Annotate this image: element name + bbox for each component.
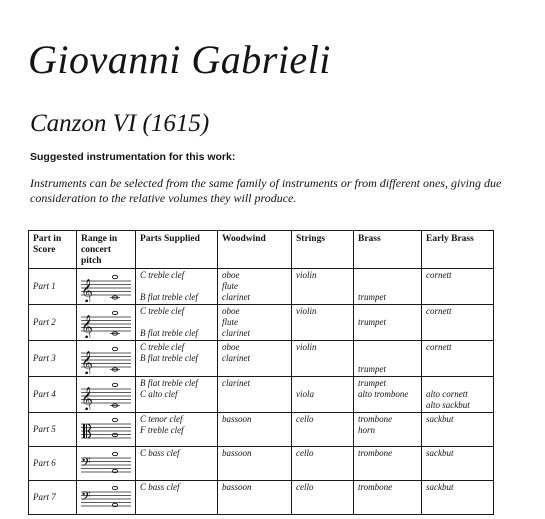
svg-text:𝄞: 𝄞	[81, 277, 93, 302]
parts-cell	[136, 305, 218, 341]
brass-entry: trumpet	[358, 292, 386, 302]
header-woodwind: Woodwind	[218, 231, 292, 269]
parts-entry: B flat treble clef	[140, 292, 198, 302]
brass-cell	[354, 447, 422, 481]
woodwind-entry: flute	[222, 317, 238, 327]
header-early-brass: Early Brass	[422, 231, 494, 269]
woodwind-cell	[218, 341, 292, 377]
strings-cell	[292, 447, 354, 481]
treble-clef-staff-icon	[77, 308, 135, 338]
parts-cell	[136, 341, 218, 377]
woodwind-entry: clarinet	[222, 353, 250, 363]
svg-text:𝄢: 𝄢	[81, 454, 91, 473]
svg-text:𝄞: 𝄞	[81, 349, 93, 374]
svg-text:𝄢: 𝄢	[81, 488, 91, 507]
parts-entry: B flat treble clef	[140, 378, 198, 388]
parts-entry	[140, 317, 213, 328]
woodwind-entry: oboe	[222, 342, 240, 352]
intro-text: Instruments can be selected from the same family of instruments or from different ones, giving due consideration to the relative volumes they will produce.	[30, 176, 502, 205]
strings-cell	[292, 269, 354, 305]
woodwind-cell	[218, 377, 292, 413]
parts-cell	[136, 481, 218, 515]
brass-entry: trombone	[358, 414, 393, 424]
early-entry	[426, 378, 489, 389]
header-parts-supplied: Parts Supplied	[136, 231, 218, 269]
woodwind-entry: bassoon	[222, 414, 252, 424]
woodwind-cell	[218, 305, 292, 341]
svg-text:𝄞: 𝄞	[81, 385, 93, 410]
part-label: Part 5	[29, 413, 77, 447]
part-label: Part 3	[29, 341, 77, 377]
table-row	[29, 269, 494, 305]
brass-entry: trumpet	[358, 378, 386, 388]
woodwind-cell	[218, 269, 292, 305]
table-row	[29, 305, 494, 341]
parts-entry: C alto clef	[140, 389, 178, 399]
woodwind-cell	[218, 413, 292, 447]
range-cell	[77, 269, 136, 305]
parts-entry: F treble clef	[140, 425, 184, 435]
part-label: Part 4	[29, 377, 77, 413]
parts-cell	[136, 447, 218, 481]
woodwind-entry: flute	[222, 281, 238, 291]
header-part-in-score: Part in Score	[29, 231, 77, 269]
brass-cell	[354, 305, 422, 341]
part-label: Part 6	[29, 447, 77, 481]
early-entry: sackbut	[426, 414, 454, 424]
woodwind-entry: clarinet	[222, 292, 250, 302]
svg-text:𝄞: 𝄞	[81, 313, 93, 338]
bass-clef-staff-icon	[77, 483, 135, 513]
header-strings: Strings	[292, 231, 354, 269]
early-cell	[422, 305, 494, 341]
suggested-label: Suggested instrumentation for this work:	[30, 151, 236, 163]
alto-clef-staff-icon	[77, 415, 135, 445]
brass-cell	[354, 413, 422, 447]
brass-cell	[354, 269, 422, 305]
strings-entry	[296, 378, 349, 389]
parts-cell	[136, 269, 218, 305]
brass-entry: trumpet	[358, 364, 386, 374]
strings-entry: cello	[296, 482, 314, 492]
range-cell	[77, 341, 136, 377]
strings-entry: violin	[296, 342, 317, 352]
brass-entry: trombone	[358, 448, 393, 458]
brass-entry	[358, 281, 417, 292]
parts-cell	[136, 377, 218, 413]
range-cell	[77, 413, 136, 447]
woodwind-entry: oboe	[222, 306, 240, 316]
early-cell	[422, 341, 494, 377]
work-title: Canzon VI (1615)	[30, 110, 210, 137]
early-entry: cornett	[426, 270, 452, 280]
brass-entry: trumpet	[358, 317, 386, 327]
table-row	[29, 413, 494, 447]
strings-cell	[292, 481, 354, 515]
woodwind-entry: oboe	[222, 270, 240, 280]
woodwind-cell	[218, 481, 292, 515]
early-entry: alto cornett	[426, 389, 468, 399]
treble-clef-staff-icon	[77, 380, 135, 410]
composer-name: Giovanni Gabrieli	[28, 37, 331, 82]
header-brass: Brass	[354, 231, 422, 269]
woodwind-entry: clarinet	[222, 328, 250, 338]
parts-entry: C treble clef	[140, 342, 185, 352]
brass-entry: trombone	[358, 482, 393, 492]
header-range: Range in concert pitch	[77, 231, 136, 269]
brass-entry: horn	[358, 425, 376, 435]
strings-cell	[292, 341, 354, 377]
early-entry: alto sackbut	[426, 400, 470, 410]
brass-entry: alto trombone	[358, 389, 409, 399]
strings-cell	[292, 413, 354, 447]
parts-cell	[136, 413, 218, 447]
early-cell	[422, 377, 494, 413]
table-row	[29, 341, 494, 377]
early-cell	[422, 269, 494, 305]
strings-entry: violin	[296, 270, 317, 280]
range-cell	[77, 447, 136, 481]
strings-entry: cello	[296, 414, 314, 424]
parts-entry: C bass clef	[140, 448, 180, 458]
range-cell	[77, 377, 136, 413]
parts-entry: B flat treble clef	[140, 328, 198, 338]
early-entry: cornett	[426, 342, 452, 352]
woodwind-entry: bassoon	[222, 448, 252, 458]
brass-entry	[358, 270, 417, 281]
early-cell	[422, 413, 494, 447]
range-cell	[77, 481, 136, 515]
table-row	[29, 377, 494, 413]
part-label: Part 7	[29, 481, 77, 515]
early-entry: sackbut	[426, 448, 454, 458]
early-cell	[422, 447, 494, 481]
early-entry: sackbut	[426, 482, 454, 492]
parts-entry: C treble clef	[140, 270, 185, 280]
bass-clef-staff-icon	[77, 449, 135, 479]
woodwind-cell	[218, 447, 292, 481]
strings-cell	[292, 305, 354, 341]
brass-cell	[354, 481, 422, 515]
parts-entry: C tenor clef	[140, 414, 183, 424]
strings-entry: violin	[296, 306, 317, 316]
treble-clef-staff-icon	[77, 272, 135, 302]
strings-entry: cello	[296, 448, 314, 458]
treble-clef-staff-icon	[77, 344, 135, 374]
parts-entry	[140, 281, 213, 292]
parts-entry: C treble clef	[140, 306, 185, 316]
woodwind-entry: clarinet	[222, 378, 250, 388]
range-cell	[77, 305, 136, 341]
parts-entry: B flat treble clef	[140, 353, 198, 363]
early-cell	[422, 481, 494, 515]
table-row	[29, 447, 494, 481]
brass-entry	[358, 353, 417, 364]
woodwind-entry: bassoon	[222, 482, 252, 492]
table-row	[29, 481, 494, 515]
brass-entry	[358, 306, 417, 317]
part-label: Part 2	[29, 305, 77, 341]
table-header-row	[29, 231, 494, 269]
strings-entry: viola	[296, 389, 314, 399]
instrumentation-table	[28, 230, 494, 515]
strings-cell	[292, 377, 354, 413]
early-entry: cornett	[426, 306, 452, 316]
parts-entry: C bass clef	[140, 482, 180, 492]
brass-entry	[358, 342, 417, 353]
part-label: Part 1	[29, 269, 77, 305]
brass-cell	[354, 377, 422, 413]
brass-cell	[354, 341, 422, 377]
